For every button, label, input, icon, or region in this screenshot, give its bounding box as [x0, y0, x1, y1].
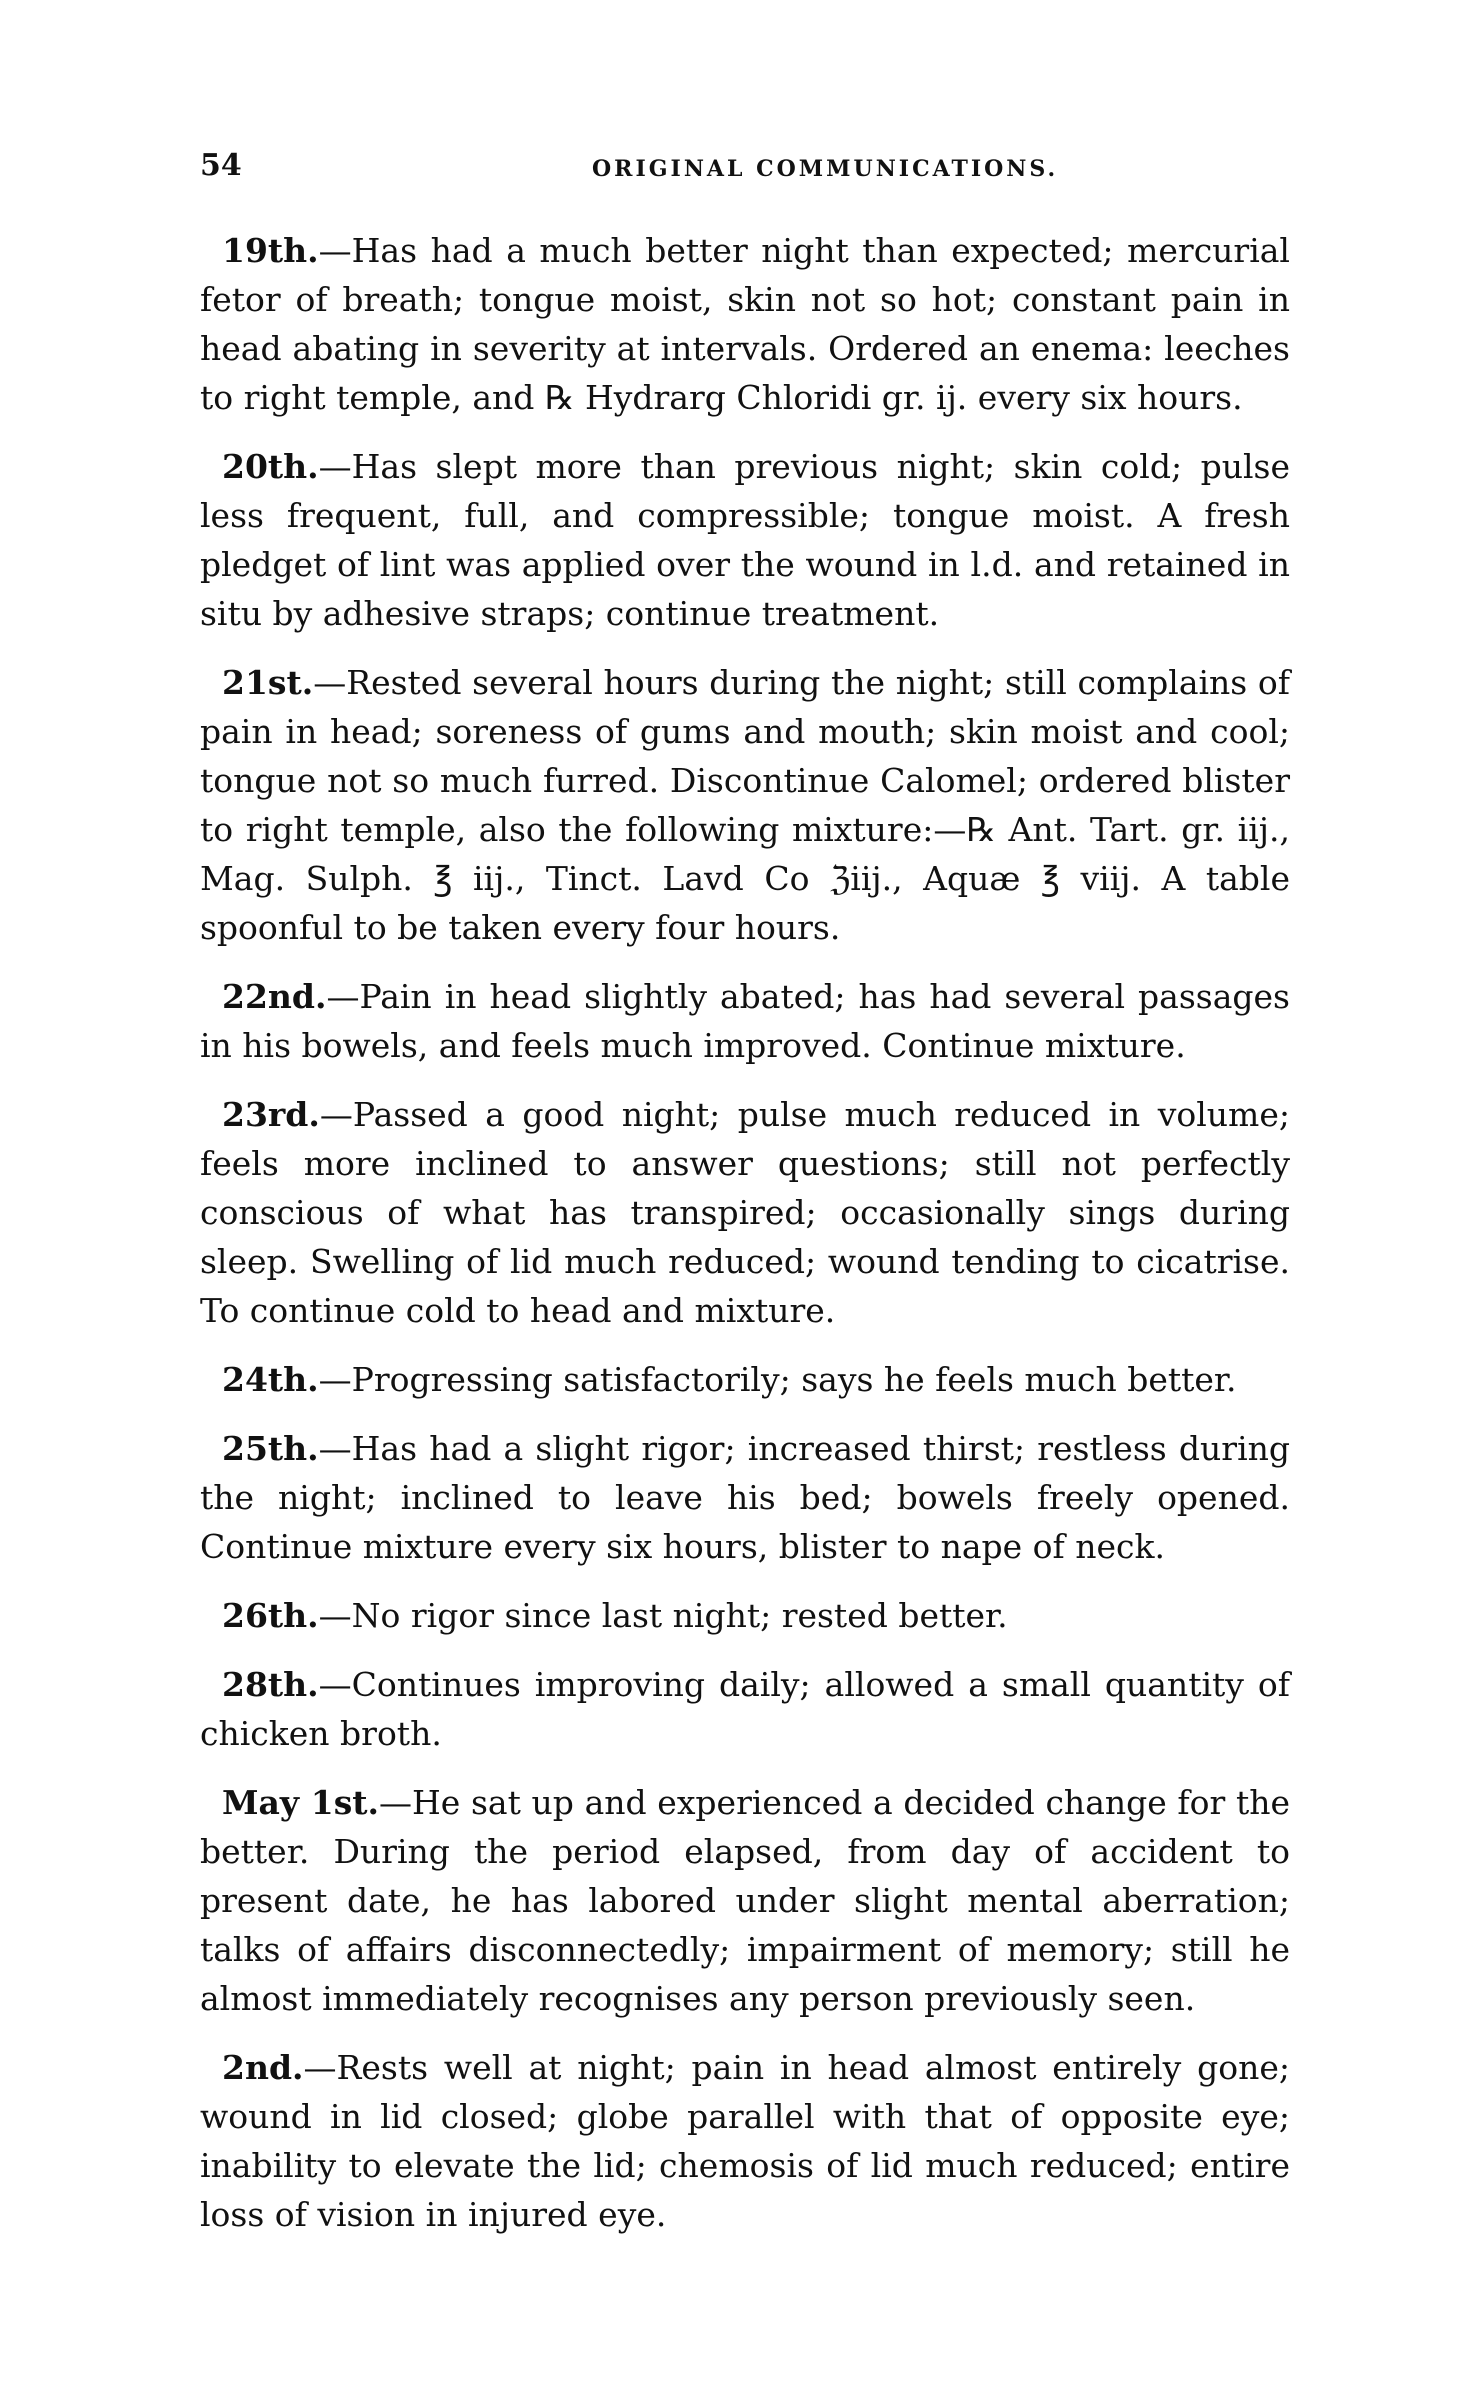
- page-header: [200, 148, 1290, 188]
- entry-date: 20th.: [222, 447, 319, 486]
- entry-19th: [200, 226, 1290, 422]
- entry-28th: [200, 1660, 1290, 1758]
- entry-text: —Rested several hours during the night; still complains of pain in head; soreness of gums and mouth; skin moist and cool; tongue not so much furred. Discontinue Calomel; ordered blister to right temple, also the following mixture:—℞ Ant. Tart. gr. iij., Mag. Sulph. ℥ iij., Tinct. Lavd Co ℨiij., Aquæ ℥ viij. A table spoonful to be taken every four hours.: [200, 663, 1290, 947]
- entry-22nd: [200, 972, 1290, 1070]
- entry-text: —No rigor since last night; rested better.: [318, 1596, 1008, 1635]
- entry-20th: [200, 442, 1290, 638]
- entry-24th: [200, 1355, 1290, 1404]
- entry-date: 21st.: [222, 663, 314, 702]
- entry-date: 22nd.: [222, 977, 327, 1016]
- entry-25th: [200, 1424, 1290, 1571]
- case-notes: [200, 226, 1290, 2259]
- entry-text: —Progressing satisfactorily; says he feels much better.: [318, 1360, 1237, 1399]
- entry-text: —He sat up and experienced a decided change for the better. During the period elapsed, from day of accident to present date, he has labored under slight mental aberration; talks of affairs disconnectedly; impairment of memory; still he almost immediately recognises any person previously seen.: [200, 1783, 1290, 2018]
- entry-2nd: [200, 2043, 1290, 2239]
- entry-date: 25th.: [222, 1429, 319, 1468]
- entry-text: —Has slept more than previous night; skin cold; pulse less frequent, full, and compressible; tongue moist. A fresh pledget of lint was applied over the wound in l.d. and retained in situ by adhesive straps; continue treatment.: [200, 447, 1290, 633]
- entry-23rd: [200, 1090, 1290, 1335]
- entry-21st: [200, 658, 1290, 952]
- entry-text: —Rests well at night; pain in head almost entirely gone; wound in lid closed; globe parallel with that of opposite eye; inability to elevate the lid; chemosis of lid much reduced; entire loss of vision in injured eye.: [200, 2048, 1290, 2234]
- entry-text: —Has had a slight rigor; increased thirst; restless during the night; inclined to leave his bed; bowels freely opened. Continue mixture every six hours, blister to nape of neck.: [200, 1429, 1290, 1566]
- entry-text: —Passed a good night; pulse much reduced in volume; feels more inclined to answer questions; still not perfectly conscious of what has transpired; occasionally sings during sleep. Swelling of lid much reduced; wound tending to cicatrise. To continue cold to head and mixture.: [200, 1095, 1290, 1330]
- entry-text: —Continues improving daily; allowed a small quantity of chicken broth.: [200, 1665, 1290, 1753]
- entry-date: 28th.: [222, 1665, 319, 1704]
- entry-text: —Pain in head slightly abated; has had several passages in his bowels, and feels much improved. Continue mixture.: [200, 977, 1290, 1065]
- entry-date: 19th.: [222, 231, 319, 270]
- entry-date: 26th.: [222, 1596, 319, 1635]
- entry-date: 2nd.: [222, 2048, 304, 2087]
- running-head: ORIGINAL COMMUNICATIONS.: [592, 156, 1059, 182]
- entry-text: —Has had a much better night than expected; mercurial fetor of breath; tongue moist, skin not so hot; constant pain in head abating in severity at intervals. Ordered an enema: leeches to right temple, and ℞ Hydrarg Chloridi gr. ij. every six hours.: [200, 231, 1290, 417]
- entry-26th: [200, 1591, 1290, 1640]
- page-number: 54: [200, 148, 242, 183]
- entry-date: May 1st.: [222, 1783, 380, 1822]
- entry-date: 23rd.: [222, 1095, 320, 1134]
- entry-may-1st: [200, 1778, 1290, 2023]
- entry-date: 24th.: [222, 1360, 319, 1399]
